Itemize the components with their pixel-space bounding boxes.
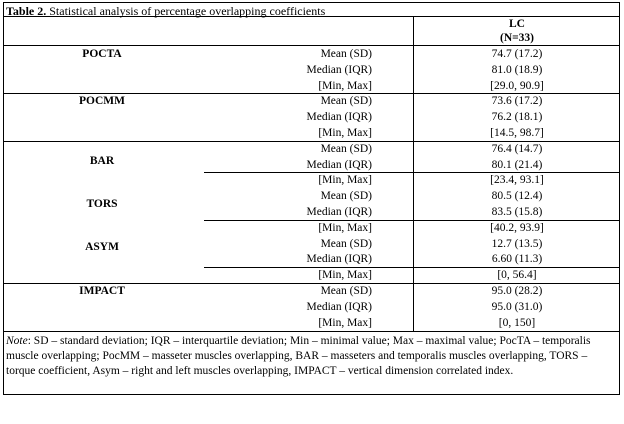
stat-label: [Min, Max] [318, 221, 372, 234]
stat-value: 76.2 (18.1) [491, 111, 543, 124]
stat-value: 80.5 (12.4) [491, 190, 543, 203]
stat-label: [Min, Max] [318, 174, 372, 187]
stat-label: Mean (SD) [320, 190, 372, 203]
stat-value: 76.4 (14.7) [491, 142, 543, 155]
group-name-impact: IMPACT [79, 285, 125, 297]
stat-value: [40.2, 93.9] [490, 221, 544, 234]
group-name-bar: BAR [89, 155, 115, 168]
stat-value: 95.0 (28.2) [491, 285, 543, 297]
stat-label: Median (IQR) [306, 253, 372, 266]
column-header-lc: LC [509, 18, 525, 30]
group-name-asym: ASYM [85, 240, 119, 253]
stat-label: Mean (SD) [320, 48, 372, 60]
group-name-tors: TORS [86, 198, 118, 211]
caption-text: Statistical analysis of percentage overlapping coefficients [46, 4, 326, 18]
stat-label: Median (IQR) [306, 206, 372, 218]
note-text: : SD – standard deviation; IQR – interquartile deviation; Min – minimal value; Max – maximal value; PocTA – temporalis muscle overlapping; PocMM – masseter muscles overlapping, BAR – masseters and temporalis muscles overlapping, TORS – torque coefficient, Asym – right and left muscles overlapping, IMPACT – vertical dimension correlated index. [6, 335, 591, 377]
stat-value: 95.0 (31.0) [491, 300, 543, 313]
table-note [6, 334, 612, 379]
group-name-pocmm: POCMM [79, 95, 125, 108]
caption-rule [3, 16, 620, 17]
stat-label: [Min, Max] [318, 316, 372, 329]
stat-value: [0, 56.4] [497, 269, 537, 282]
stat-label: [Min, Max] [318, 127, 372, 139]
stat-label: Mean (SD) [320, 142, 372, 155]
stat-value: 83.5 (15.8) [491, 206, 543, 218]
caption-label: Table 2. [6, 4, 47, 18]
stat-label: Median (IQR) [306, 158, 372, 171]
note-rule [3, 331, 620, 332]
stat-label: Median (IQR) [306, 111, 372, 124]
note-label: Note [6, 335, 28, 347]
stat-value: [14.5, 98.7] [490, 127, 544, 139]
stat-value: [23.4, 93.1] [490, 174, 544, 187]
stat-label: [Min, Max] [318, 269, 372, 282]
stat-value: [29.0, 90.9] [490, 79, 544, 92]
stat-label: Median (IQR) [306, 300, 372, 313]
stat-value: 74.7 (17.2) [491, 48, 543, 60]
stat-label: Mean (SD) [320, 237, 372, 250]
stat-value: 12.7 (13.5) [491, 237, 543, 250]
stat-value: 80.1 (21.4) [491, 158, 543, 171]
stat-value: 81.0 (18.9) [491, 63, 543, 76]
stat-value: 73.6 (17.2) [491, 95, 543, 108]
stat-value: 6.60 (11.3) [491, 253, 543, 266]
stat-label: [Min, Max] [318, 79, 372, 92]
stat-value: [0, 150] [498, 316, 536, 329]
stat-label: Mean (SD) [320, 285, 372, 297]
stat-label: Mean (SD) [320, 95, 372, 108]
column-header-n: (N=33) [499, 32, 535, 44]
group-name-pocta: POCTA [82, 48, 122, 60]
stat-label: Median (IQR) [306, 63, 372, 76]
